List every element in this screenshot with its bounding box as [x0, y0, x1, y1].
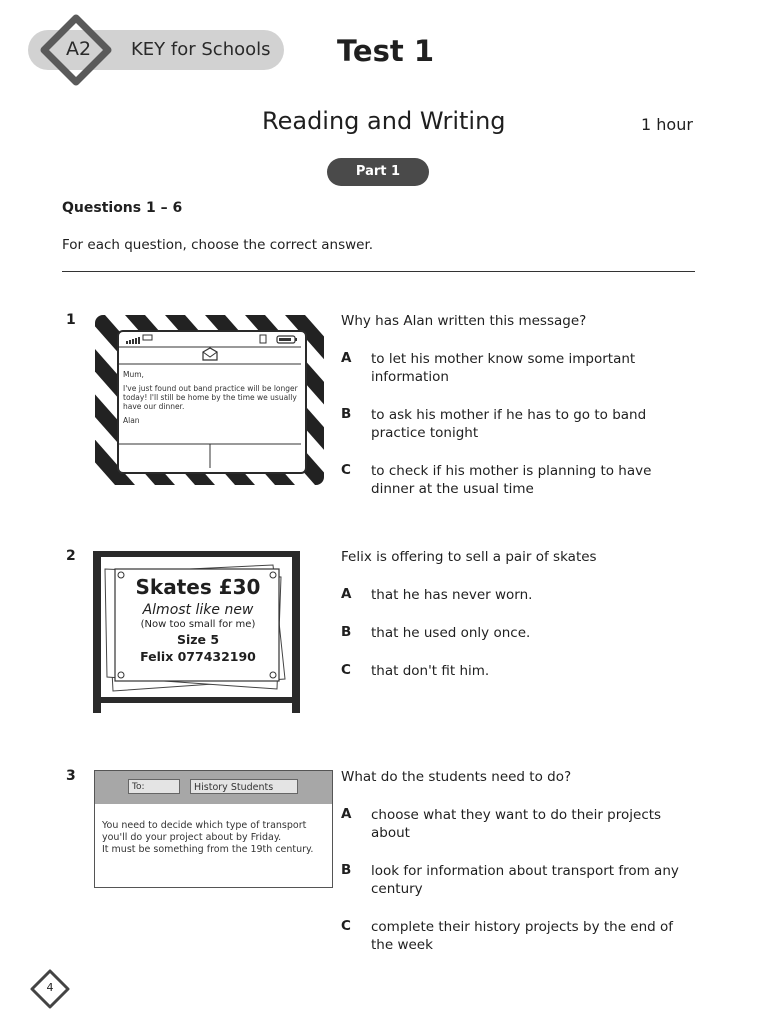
- email-body: [102, 820, 328, 856]
- notice-line: Size 5: [176, 632, 220, 647]
- option-text: look for information about transport from any century: [371, 863, 679, 897]
- questions-label: Questions 1 – 6: [62, 200, 183, 216]
- option-letter: B: [341, 406, 352, 422]
- option-letter: C: [341, 662, 351, 678]
- email-to-field: History Students: [190, 779, 298, 794]
- notice-line: Almost like new: [142, 602, 254, 618]
- text-message: [123, 370, 299, 430]
- option-text: to check if his mother is planning to have dinner at the usual time: [371, 463, 652, 497]
- option-text: that don't fit him.: [371, 663, 490, 679]
- exam-level: A2: [66, 38, 92, 60]
- question-number: 2: [66, 548, 76, 564]
- battery-icon: [277, 336, 297, 343]
- question-number: 3: [66, 768, 76, 784]
- question-prompt: Felix is offering to sell a pair of skates: [341, 549, 597, 565]
- option-text: choose what they want to do their projects about: [371, 807, 662, 841]
- notice-heading: Skates £30: [135, 575, 261, 599]
- option-letter: B: [341, 624, 352, 640]
- notice-line: Felix 077432190: [140, 649, 256, 664]
- instructions: For each question, choose the correct answer.: [62, 237, 374, 253]
- notice-line: (Now too small for me): [140, 619, 256, 630]
- option-letter: A: [341, 350, 352, 366]
- message-greeting: Mum,: [123, 370, 144, 379]
- option-letter: A: [341, 806, 352, 822]
- email-to-label: To:: [128, 779, 180, 794]
- part-badge: Part 1: [327, 158, 429, 186]
- option-letter: C: [341, 462, 351, 478]
- envelope-icon: [203, 348, 217, 360]
- email-body-line: You need to decide which type of transport you'll do your project about by Friday.: [102, 820, 307, 843]
- exam-title: KEY for Schools: [131, 39, 271, 60]
- divider: [62, 271, 695, 272]
- signal-icon: [126, 337, 140, 344]
- option-text: that he has never worn.: [371, 587, 533, 603]
- section-title: Reading and Writing: [262, 107, 506, 135]
- test-title: Test 1: [337, 34, 434, 68]
- page-number: 4: [46, 981, 54, 994]
- duration: 1 hour: [641, 115, 693, 134]
- option-letter: A: [341, 586, 352, 602]
- email-body-line: It must be something from the 19th century.: [102, 844, 314, 855]
- option-text: complete their history projects by the end of the week: [371, 919, 674, 953]
- option-letter: C: [341, 918, 351, 934]
- message-body: I've just found out band practice will be longer today! I'll still be home by the time we usually have our dinner.: [123, 384, 298, 411]
- option-text: that he used only once.: [371, 625, 531, 641]
- question-prompt: What do the students need to do?: [341, 769, 572, 785]
- option-text: to ask his mother if he has to go to band practice tonight: [371, 407, 647, 441]
- question-prompt: Why has Alan written this message?: [341, 313, 587, 329]
- message-signoff: Alan: [123, 416, 140, 425]
- option-letter: B: [341, 862, 352, 878]
- question-number: 1: [66, 312, 76, 328]
- option-text: to let his mother know some important information: [371, 351, 636, 385]
